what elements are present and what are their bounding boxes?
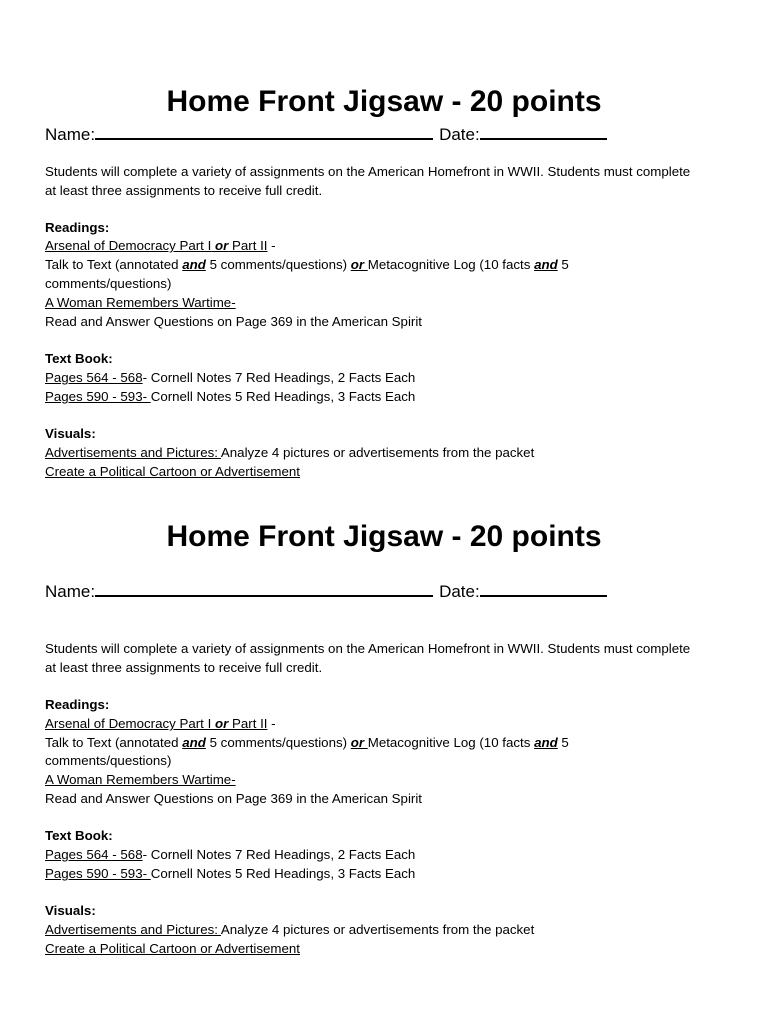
woman-remembers-link[interactable]: A Woman Remembers Wartime- xyxy=(45,295,236,310)
arsenal-part1-link[interactable]: Arsenal of Democracy Part I xyxy=(45,238,212,253)
or-emphasis: or xyxy=(214,238,229,253)
arsenal-part2-link[interactable]: Part II xyxy=(232,716,268,731)
date-blank[interactable] xyxy=(480,579,607,597)
textbook-heading: Text Book: xyxy=(45,351,113,366)
worksheet-title: Home Front Jigsaw - 20 points xyxy=(166,85,602,118)
visuals-item-2 xyxy=(45,462,300,481)
readings-heading: Readings: xyxy=(45,697,110,712)
and-emphasis: and xyxy=(182,735,206,750)
visuals-heading: Visuals: xyxy=(45,903,96,918)
name-date-line xyxy=(45,579,607,602)
visuals-item-1: Advertisements and Pictures: Analyze 4 pictures or advertisements from the packet xyxy=(45,445,535,460)
visuals-heading: Visuals: xyxy=(45,426,96,441)
date-blank[interactable] xyxy=(480,122,607,140)
worksheet-title: Home Front Jigsaw - 20 points xyxy=(166,520,602,553)
visuals-item-1: Advertisements and Pictures: Analyze 4 pictures or advertisements from the packet xyxy=(45,922,535,937)
or-emphasis: or xyxy=(350,257,368,272)
woman-remembers-link[interactable]: A Woman Remembers Wartime- xyxy=(45,772,236,787)
pages-564-568-link[interactable]: Pages 564 - 568 xyxy=(45,847,143,862)
advertisements-link[interactable]: Advertisements and Pictures: xyxy=(45,445,221,460)
pages-590-593-link[interactable]: Pages 590 - 593- xyxy=(45,389,151,404)
pages-564-568-link[interactable]: Pages 564 - 568 xyxy=(45,370,143,385)
reading-woman-remembers xyxy=(45,770,236,789)
name-date-line xyxy=(45,122,607,145)
reading-talk-to-text-cont: comments/questions) xyxy=(45,276,172,291)
reading-talk-to-text: Talk to Text (annotated and 5 comments/questions) or Metacognitive Log (10 facts and 5 xyxy=(45,735,569,750)
readings-heading: Readings: xyxy=(45,220,110,235)
name-label: Name: xyxy=(45,125,96,144)
name-label: Name: xyxy=(45,582,96,601)
and-emphasis: and xyxy=(534,257,558,272)
name-blank[interactable] xyxy=(95,579,433,597)
textbook-item-1: Pages 564 - 568- Cornell Notes 7 Red Headings, 2 Facts Each xyxy=(45,370,416,385)
textbook-item-2: Pages 590 - 593- Cornell Notes 5 Red Headings, 3 Facts Each xyxy=(45,866,416,881)
reading-talk-to-text-cont: comments/questions) xyxy=(45,753,172,768)
reading-arsenal: Arsenal of Democracy Part I or Part II - xyxy=(45,238,276,253)
reading-read-answer: Read and Answer Questions on Page 369 in the American Spirit xyxy=(45,314,422,329)
and-emphasis: and xyxy=(182,257,206,272)
intro-text-line-2: at least three assignments to receive full credit. xyxy=(45,660,323,675)
reading-read-answer: Read and Answer Questions on Page 369 in the American Spirit xyxy=(45,791,422,806)
intro-text-line-1: Students will complete a variety of assignments on the American Homefront in WWII. Students must complete xyxy=(45,641,691,656)
arsenal-part1-link[interactable]: Arsenal of Democracy Part I xyxy=(45,716,212,731)
pages-590-593-link[interactable]: Pages 590 - 593- xyxy=(45,866,151,881)
name-blank[interactable] xyxy=(95,122,433,140)
textbook-item-1: Pages 564 - 568- Cornell Notes 7 Red Headings, 2 Facts Each xyxy=(45,847,416,862)
political-cartoon-link[interactable]: Create a Political Cartoon or Advertisement xyxy=(45,941,300,956)
reading-arsenal: Arsenal of Democracy Part I or Part II - xyxy=(45,716,276,731)
or-emphasis: or xyxy=(350,735,368,750)
textbook-item-2: Pages 590 - 593- Cornell Notes 5 Red Headings, 3 Facts Each xyxy=(45,389,416,404)
or-emphasis: or xyxy=(214,716,229,731)
advertisements-link[interactable]: Advertisements and Pictures: xyxy=(45,922,221,937)
arsenal-part2-link[interactable]: Part II xyxy=(232,238,268,253)
intro-text-line-2: at least three assignments to receive full credit. xyxy=(45,183,323,198)
political-cartoon-link[interactable]: Create a Political Cartoon or Advertisement xyxy=(45,464,300,479)
date-label: Date: xyxy=(439,582,480,601)
intro-text-line-1: Students will complete a variety of assignments on the American Homefront in WWII. Students must complete xyxy=(45,164,691,179)
textbook-heading: Text Book: xyxy=(45,828,113,843)
visuals-item-2 xyxy=(45,939,300,958)
reading-woman-remembers xyxy=(45,293,236,312)
reading-talk-to-text: Talk to Text (annotated and 5 comments/questions) or Metacognitive Log (10 facts and 5 xyxy=(45,257,569,272)
and-emphasis: and xyxy=(534,735,558,750)
date-label: Date: xyxy=(439,125,480,144)
